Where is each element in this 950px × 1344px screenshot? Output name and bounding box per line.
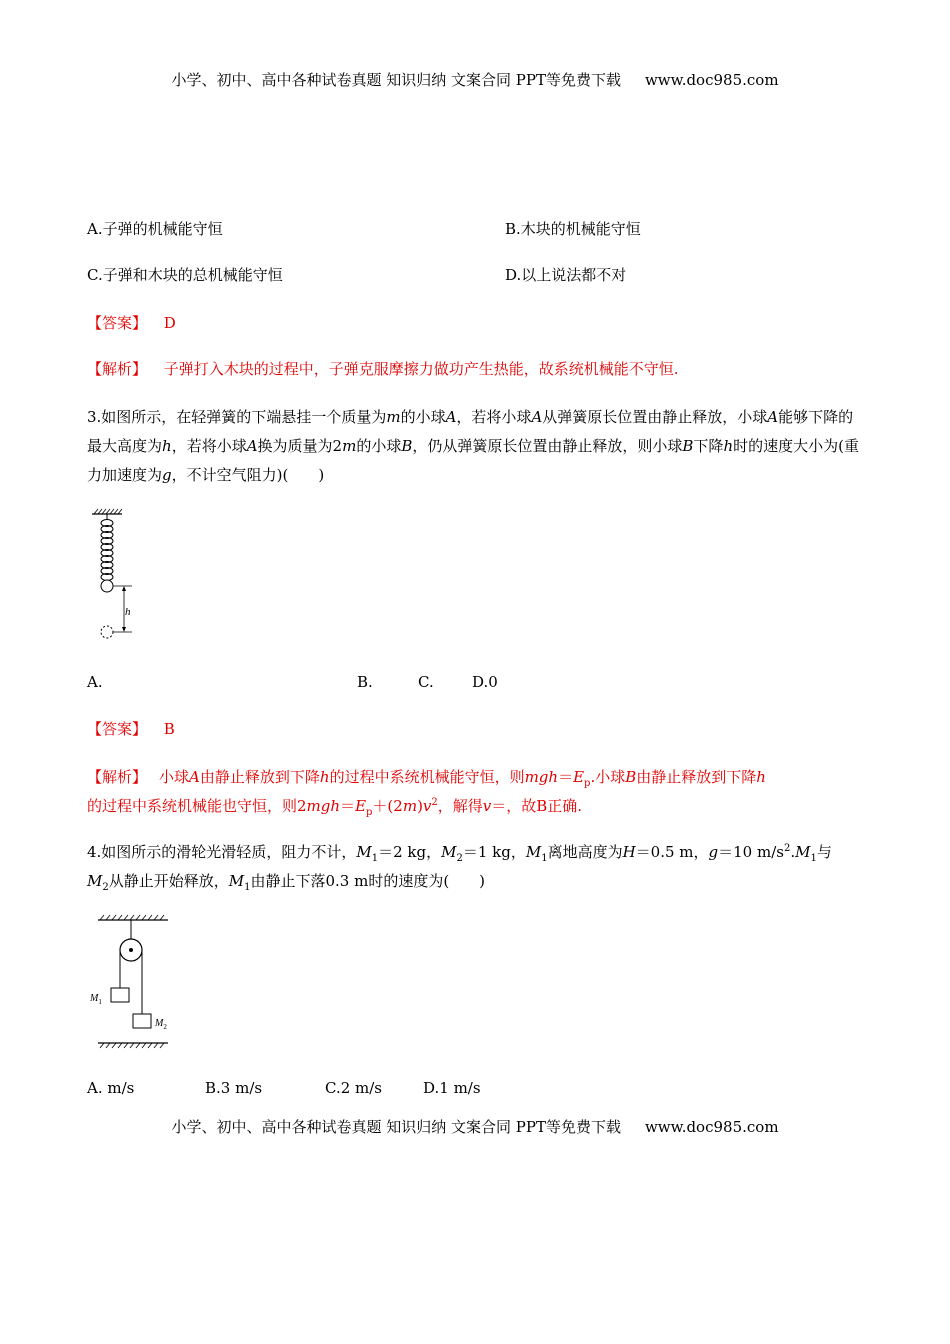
label-m2: $M_2$ — [155, 1018, 167, 1031]
q3-option-d: D.0 — [472, 673, 498, 691]
q3-analysis: 【解析】 小球A由静止释放到下降h的过程中系统机械能守恒，则$mgh=E_p$.小球B由静止释放到下降h 的过程中系统机械能也守恒，则$2mgh=E_p+(2m)v^2$，解得v＝，故B正确. — [87, 768, 766, 818]
ceiling-hatch — [100, 915, 164, 920]
header-url[interactable]: www.doc985.com — [644, 71, 779, 89]
ball-start — [101, 580, 113, 592]
pulley-figure — [88, 912, 178, 1052]
ground-hatch — [100, 1043, 164, 1048]
q4-option-b: B.3 m/s — [205, 1079, 263, 1097]
page-header — [0, 69, 950, 90]
figure-label-h: h — [125, 606, 131, 618]
q3-option-a: A. — [87, 673, 103, 691]
answer-value: D — [163, 314, 176, 332]
q3-stem: 3.如图所示，在轻弹簧的下端悬挂一个质量为m的小球A，若将小球A从弹簧原长位置由静止释放，小球A能够下降的最大高度为h，若将小球A换为质量为2m的小球B，仍从弹簧原长位置由静止释放，则小球B下降h时的速度大小为(重力加速度为g，不计空气阻力)( ) — [87, 408, 859, 484]
q4-option-a: A. m/s — [87, 1079, 135, 1097]
q3-answer — [87, 718, 175, 739]
q2-analysis — [87, 358, 679, 379]
q3-option-b: B. — [357, 673, 373, 691]
q2-option-b: B.木块的机械能守恒 — [505, 220, 641, 238]
answer-value: B — [163, 720, 175, 738]
q2-option-c: C.子弹和木块的总机械能守恒 — [87, 266, 283, 284]
ball-end — [101, 626, 113, 638]
block-m1 — [111, 988, 129, 1002]
spring-figure — [88, 508, 148, 643]
ceiling-hatch — [94, 509, 122, 514]
q4-stem: 4.如图所示的滑轮光滑轻质，阻力不计，$M_1=2$ kg，$M_2=1$ kg，$M_1$离地高度为H＝0.5 m，g＝10 $m/s^2.M_1$与 $M_2$从静止开始释放，$M_1$由静止下落0.3 m时的速度为( ) — [87, 843, 832, 893]
label-m1: $M_1$ — [90, 993, 102, 1006]
q2-option-d: D.以上说法都不对 — [505, 266, 627, 284]
page-footer — [0, 1116, 950, 1137]
header-text: 小学、初中、高中各种试卷真题 知识归纳 文案合同 PPT等免费下载 — [171, 71, 621, 89]
footer-text: 小学、初中、高中各种试卷真题 知识归纳 文案合同 PPT等免费下载 — [171, 1118, 621, 1136]
spring-coils — [101, 520, 113, 581]
answer-label: 【答案】 — [87, 314, 148, 332]
q3-option-c: C. — [418, 673, 434, 691]
q4-option-c: C.2 m/s — [325, 1079, 382, 1097]
footer-url[interactable]: www.doc985.com — [644, 1118, 779, 1136]
analysis-label: 【解析】 — [87, 360, 148, 378]
block-m2 — [133, 1014, 151, 1028]
analysis-label: 【解析】 — [87, 768, 148, 786]
q4-option-d: D.1 m/s — [423, 1079, 481, 1097]
answer-label: 【答案】 — [87, 720, 148, 738]
analysis-text: 子弹打入木块的过程中，子弹克服摩擦力做功产生热能，故系统机械能不守恒. — [163, 360, 679, 378]
q2-option-a: A.子弹的机械能守恒 — [87, 220, 223, 238]
q2-answer — [87, 312, 176, 333]
